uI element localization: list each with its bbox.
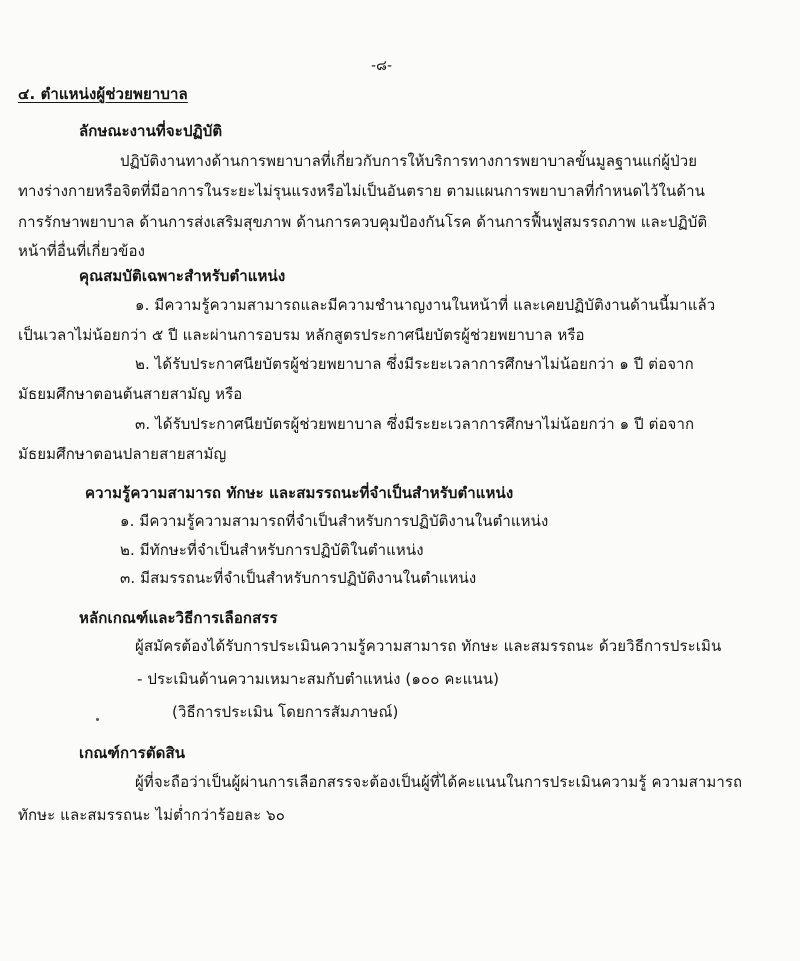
qualification-3-line-2: มัธยมศึกษาตอนปลายสายสามัญ <box>18 445 227 463</box>
qualification-1-line-1: ๑. มีความรู้ความสามารถและมีความชำนาญงานในหน้าที่ และเคยปฏิบัติงานด้านนี้มาแล้ว <box>135 296 716 314</box>
qualifications-heading: คุณสมบัติเฉพาะสำหรับตำแหน่ง <box>79 267 286 285</box>
selection-item-1: - ประเมินด้านความเหมาะสมกับตำแหน่ง (๑๐๐ คะแนน) <box>137 670 500 688</box>
competency-item-3: ๓. มีสมรรถนะที่จำเป็นสำหรับการปฏิบัติงานในตำแหน่ง <box>120 569 477 587</box>
section-heading: ๔. ตำแหน่งผู้ช่วยพยาบาล <box>18 85 188 103</box>
qualification-3-line-1: ๓. ได้รับประกาศนียบัตรผู้ช่วยพยาบาล ซึ่งมีระยะเวลาการศึกษาไม่น้อยกว่า ๑ ปี ต่อจาก <box>135 415 695 433</box>
qualification-2-line-1: ๒. ได้รับประกาศนียบัตรผู้ช่วยพยาบาล ซึ่งมีระยะเวลาการศึกษาไม่น้อยกว่า ๑ ปี ต่อจาก <box>135 355 694 373</box>
competencies-heading: ความรู้ความสามารถ ทักษะ และสมรรถนะที่จำเป็นสำหรับตำแหน่ง <box>85 484 514 502</box>
job-description-heading: ลักษณะงานที่จะปฏิบัติ <box>79 122 223 140</box>
page-number: -๘- <box>371 58 393 74</box>
qualification-1-line-2: เป็นเวลาไม่น้อยกว่า ๕ ปี และผ่านการอบรม หลักสูตรประกาศนียบัตรผู้ช่วยพยาบาล หรือ <box>18 326 585 344</box>
selection-heading: หลักเกณฑ์และวิธีการเลือกสรร <box>79 609 278 627</box>
job-description-line-3: การรักษาพยาบาล ด้านการส่งเสริมสุขภาพ ด้านการควบคุมป้องกันโรค ด้านการฟื้นฟูสมรรถภาพ และปฏิบัติ <box>18 213 708 231</box>
job-description-line-4: หน้าที่อื่นที่เกี่ยวข้อง <box>18 242 146 260</box>
competency-item-1: ๑. มีความรู้ความสามารถที่จำเป็นสำหรับการปฏิบัติงานในตำแหน่ง <box>120 512 549 530</box>
scan-speck <box>96 718 99 721</box>
job-description-line-1: ปฏิบัติงานทางด้านการพยาบาลที่เกี่ยวกับการให้บริการทางการพยาบาลขั้นมูลฐานแก่ผู้ป่วย <box>120 152 698 170</box>
job-description-line-2: ทางร่างกายหรือจิตที่มีอาการในระยะไม่รุนแรงหรือไม่เป็นอันตราย ตามแผนการพยาบาลที่กำหนดไว้ในด้าน <box>18 182 706 200</box>
competency-item-2: ๒. มีทักษะที่จำเป็นสำหรับการปฏิบัติในตำแหน่ง <box>120 541 424 559</box>
qualification-2-line-2: มัธยมศึกษาตอนต้นสายสามัญ หรือ <box>18 385 243 403</box>
selection-method-note: (วิธีการประเมิน โดยการสัมภาษณ์) <box>172 703 399 721</box>
judgment-heading: เกณฑ์การตัดสิน <box>79 744 186 762</box>
judgment-line-1: ผู้ที่จะถือว่าเป็นผู้ผ่านการเลือกสรรจะต้องเป็นผู้ที่ได้คะแนนในการประเมินความรู้ ความสามารถ <box>135 773 743 791</box>
judgment-line-2: ทักษะ และสมรรถนะ ไม่ต่ำกว่าร้อยละ ๖๐ <box>18 806 285 824</box>
selection-intro: ผู้สมัครต้องได้รับการประเมินความรู้ความสามารถ ทักษะ และสมรรถนะ ด้วยวิธีการประเมิน <box>135 637 722 655</box>
